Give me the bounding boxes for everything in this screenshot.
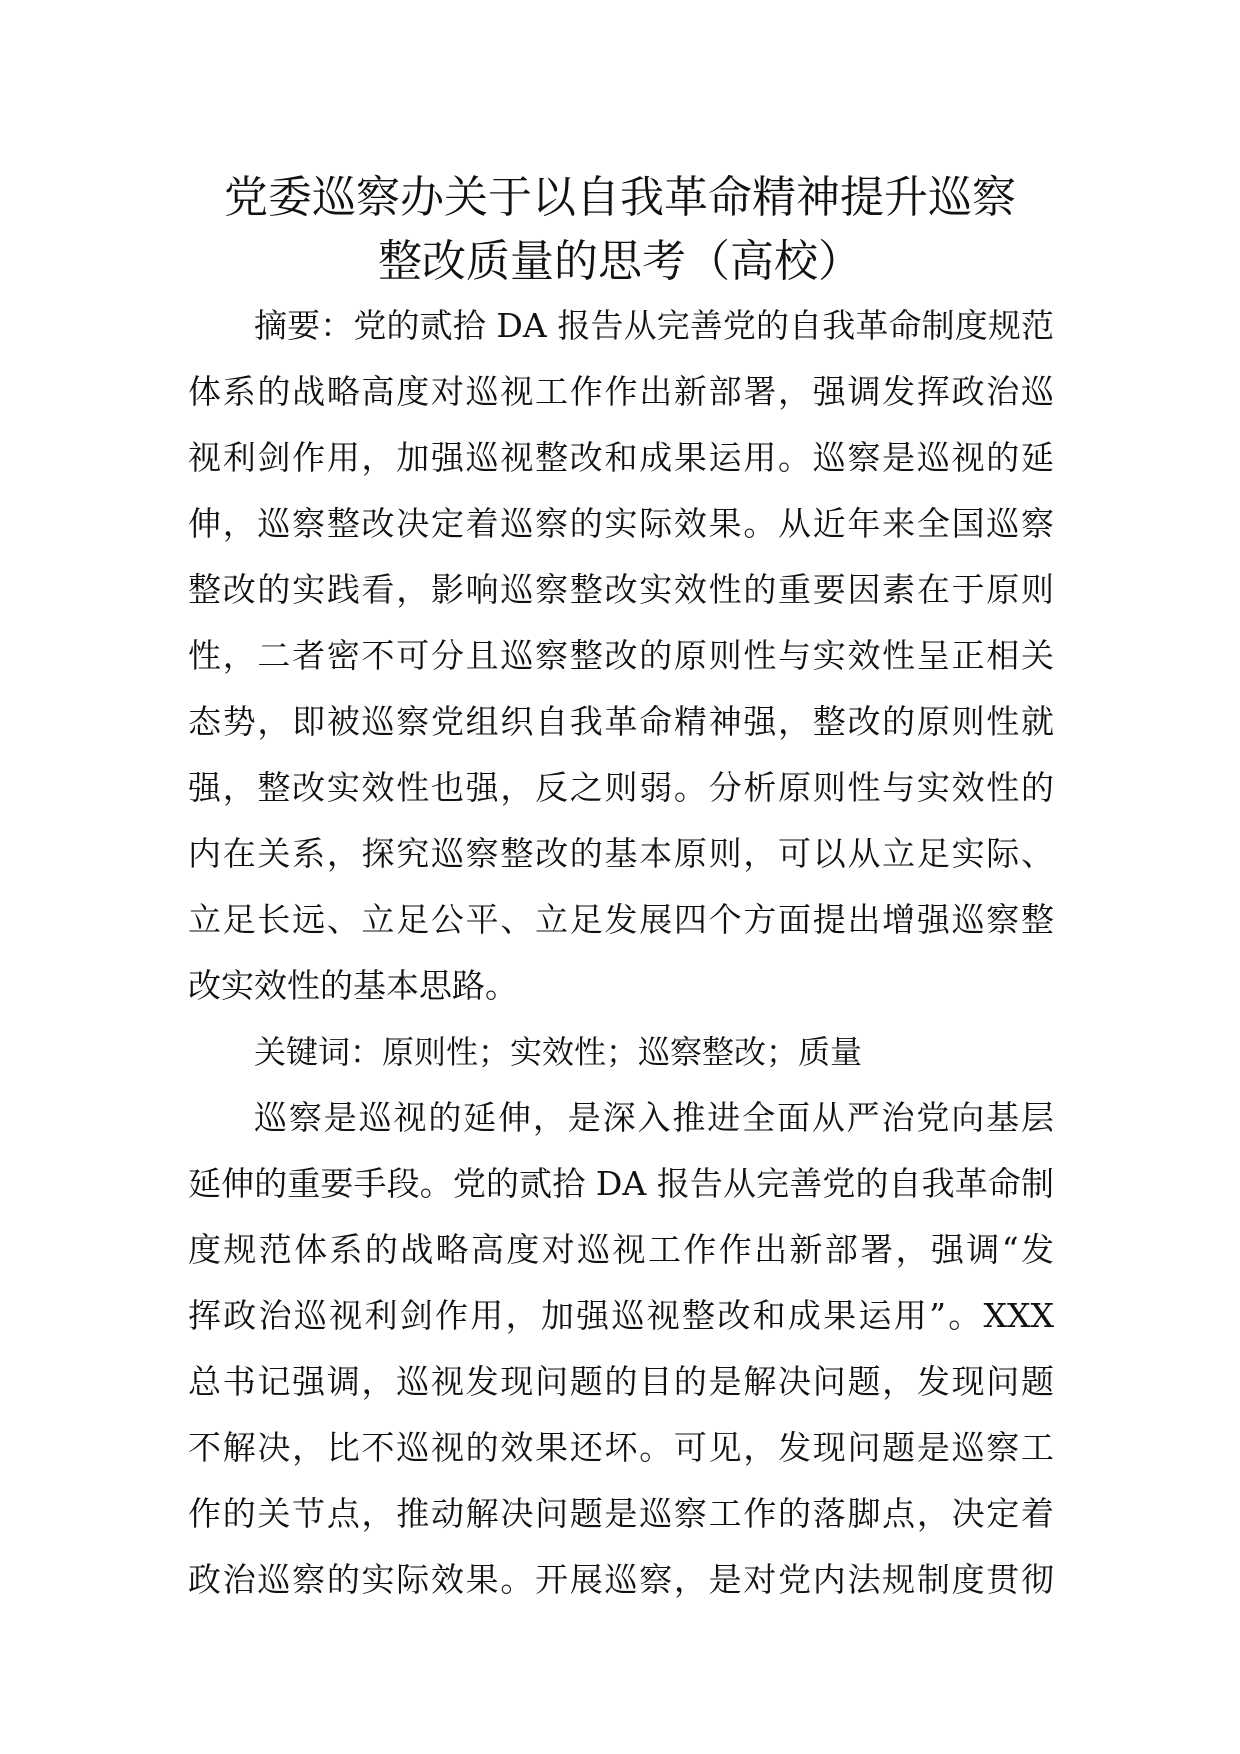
document-body bbox=[188, 293, 1054, 1613]
abstract-line: 态势，即被巡察党组织自我革命精神强，整改的原则性就 bbox=[188, 702, 1054, 741]
body-paragraph-line: 不解决，比不巡视的效果还坏。可见，发现问题是巡察工 bbox=[188, 1428, 1054, 1467]
abstract-line: 伸，巡察整改决定着巡察的实际效果。从近年来全国巡察 bbox=[188, 504, 1054, 543]
body-paragraph-line: 政治巡察的实际效果。开展巡察，是对党内法规制度贯彻 bbox=[188, 1560, 1054, 1599]
abstract-line: 体系的战略高度对巡视工作作出新部署，强调发挥政治巡 bbox=[188, 372, 1054, 411]
document-title-line-2: 整改质量的思考（高校） bbox=[378, 236, 862, 287]
abstract-line: 立足长远、立足公平、立足发展四个方面提出增强巡察整 bbox=[188, 900, 1054, 939]
abstract-line: 改实效性的基本思路。 bbox=[188, 966, 518, 1005]
body-paragraph-line: 总书记强调，巡视发现问题的目的是解决问题，发现问题 bbox=[188, 1362, 1054, 1401]
keywords-line: 关键词：原则性；实效性；巡察整改；质量 bbox=[254, 1033, 863, 1071]
body-paragraph-line: 作的关节点，推动解决问题是巡察工作的落脚点，决定着 bbox=[188, 1494, 1054, 1533]
abstract-line: 内在关系，探究巡察整改的基本原则，可以从立足实际、 bbox=[188, 834, 1054, 873]
body-paragraph-line: 延伸的重要手段。党的贰拾 DA 报告从完善党的自我革命制 bbox=[188, 1164, 1054, 1203]
body-paragraph-line: 挥政治巡视利剑作用，加强巡视整改和成果运用”。XXX bbox=[188, 1296, 1054, 1335]
document-title-line-1: 党委巡察办关于以自我革命精神提升巡察 bbox=[224, 172, 1016, 223]
abstract-line: 整改的实践看，影响巡察整改实效性的重要因素在于原则 bbox=[188, 570, 1054, 609]
abstract-line: 摘要：党的贰拾 DA 报告从完善党的自我革命制度规范 bbox=[254, 306, 1054, 345]
abstract-line: 视利剑作用，加强巡视整改和成果运用。巡察是巡视的延 bbox=[188, 438, 1054, 477]
abstract-line: 强，整改实效性也强，反之则弱。分析原则性与实效性的 bbox=[188, 768, 1054, 807]
abstract-line: 性，二者密不可分且巡察整改的原则性与实效性呈正相关 bbox=[188, 636, 1054, 675]
body-paragraph-line: 度规范体系的战略高度对巡视工作作出新部署，强调“发 bbox=[188, 1230, 1054, 1269]
body-paragraph-line: 巡察是巡视的延伸，是深入推进全面从严治党向基层 bbox=[254, 1098, 1054, 1137]
